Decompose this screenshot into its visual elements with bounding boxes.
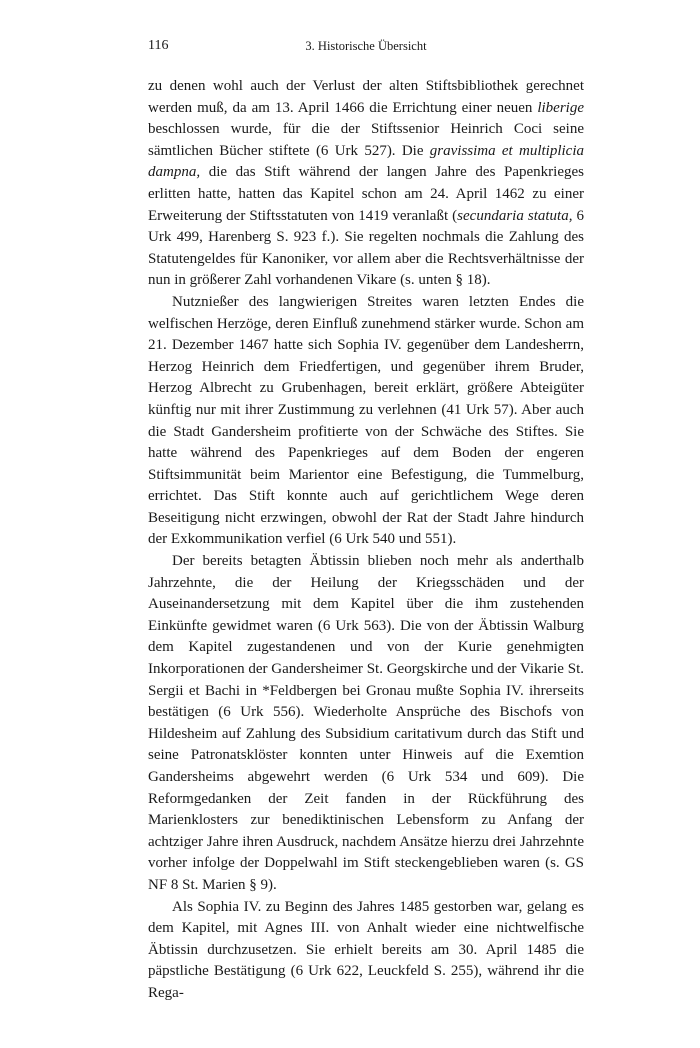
body-text xyxy=(148,76,584,1005)
paragraph xyxy=(148,897,584,1005)
page-header xyxy=(148,38,584,60)
paragraph xyxy=(148,76,584,292)
paragraph xyxy=(148,551,584,897)
text-run: beschlossen wurde, für die der Stiftssenior Heinrich Coci seine sämtlichen Bücher stiftete (6 Urk 527). Die xyxy=(148,121,584,159)
italic-phrase: liberige xyxy=(537,99,584,116)
text-run: 6 Urk 499, Harenberg S. 923 f.). Sie regelten nochmals die Zahlung des Statutengeldes für Kanoniker, vor allem aber die Rechtsverhältnisse der nun in größerer Zahl vorhandenen Vikare (s. unten § 18). xyxy=(148,207,585,289)
italic-phrase: secundaria statuta, xyxy=(457,207,573,224)
text-run: zu denen wohl auch der Verlust der alten Stiftsbibliothek gerechnet werden muß, da am 13. April 1466 die Errichtung einer neuen xyxy=(148,78,584,116)
page-number: 116 xyxy=(148,38,169,53)
text-run: Als Sophia IV. zu Beginn des Jahres 1485 gestorben war, gelang es dem Kapitel, mit Agnes III. von Anhalt wieder eine nichtwelfische Äbtissin durchzusetzen. Sie erhielt bereits am 30. April 1485 die päpstliche Bestätigung (6 Urk 622, Leuckfeld S. 255), während ihr die Rega- xyxy=(148,898,584,1001)
text-run: die das Stift während der langen Jahre des Papenkrieges erlitten hatte, hatten das Kapitel schon am 24. April 1462 zu einer Erweiterung der Stiftsstatuten von 1419 veranlaßt ( xyxy=(148,164,584,224)
italic-phrase: gravissima et multiplicia dampna, xyxy=(148,142,584,181)
text-run: Nutznießer des langwierigen Streites waren letzten Endes die welfischen Herzöge, deren Einfluß zunehmend stärker wurde. Schon am 21. Dezember 1467 hatte sich Sophia IV. gegenüber dem Landesherrn, Herzog Heinrich dem Friedfertigen, und gegenüber ihrem Bruder, Herzog Albrecht zu Grubenhagen, bereit erklärt, größere Abteigüter künftig nur mit ihrer Zustimmung zu verlehnen (41 Urk 57). Aber auch die Stadt Gandersheim profitierte von der Schwäche des Stiftes. Sie hatte während des Papenkrieges auf dem Boden der engeren Stiftsimmunität beim Marientor eine Befestigung, die Tummelburg, errichtet. Das Stift konnte auch auf gerichtlichem Wege deren Beseitigung nicht erzwingen, obwohl der Rat der Stadt Jahre hindurch der Exkommunikation verfiel (6 Urk 540 und 551). xyxy=(148,293,584,548)
text-run: Der bereits betagten Äbtissin blieben noch mehr als anderthalb Jahrzehnte, die der Heilung der Kriegsschäden und der Auseinandersetzung mit dem Kapitel über die ihm zustehenden Einkünfte gewidmet waren (6 Urk 563). Die von der Äbtissin Walburg dem Kapitel zugestandenen und von der Kurie genehmigten Inkorporationen der Gandersheimer St. Georgskirche und der Vikarie St. Sergii et Bachi in *Feldbergen bei Gronau mußte Sophia IV. ihrerseits bestätigen (6 Urk 556). Wiederholte Ansprüche des Bischofs von Hildesheim auf Zahlung des Subsidium caritativum durch das Stift und seine Patronatsklöster konnten unter Hinweis auf die Exemtion Gandersheims abgewehrt werden (6 Urk 534 und 609). Die Reformgedanken der Zeit fanden in der Rückführung des Marienklosters zur benediktinischen Lebensform zu Anfang der achtziger Jahre ihren Ausdruck, nachdem Ansätze hierzu drei Jahrzehnte vorher infolge der Doppelwahl im Stift steckengeblieben waren (s. GS NF 8 St. Marien § 9). xyxy=(148,553,584,893)
running-head: 3. Historische Übersicht xyxy=(305,39,427,53)
paragraph xyxy=(148,292,584,551)
book-page xyxy=(148,38,584,1005)
